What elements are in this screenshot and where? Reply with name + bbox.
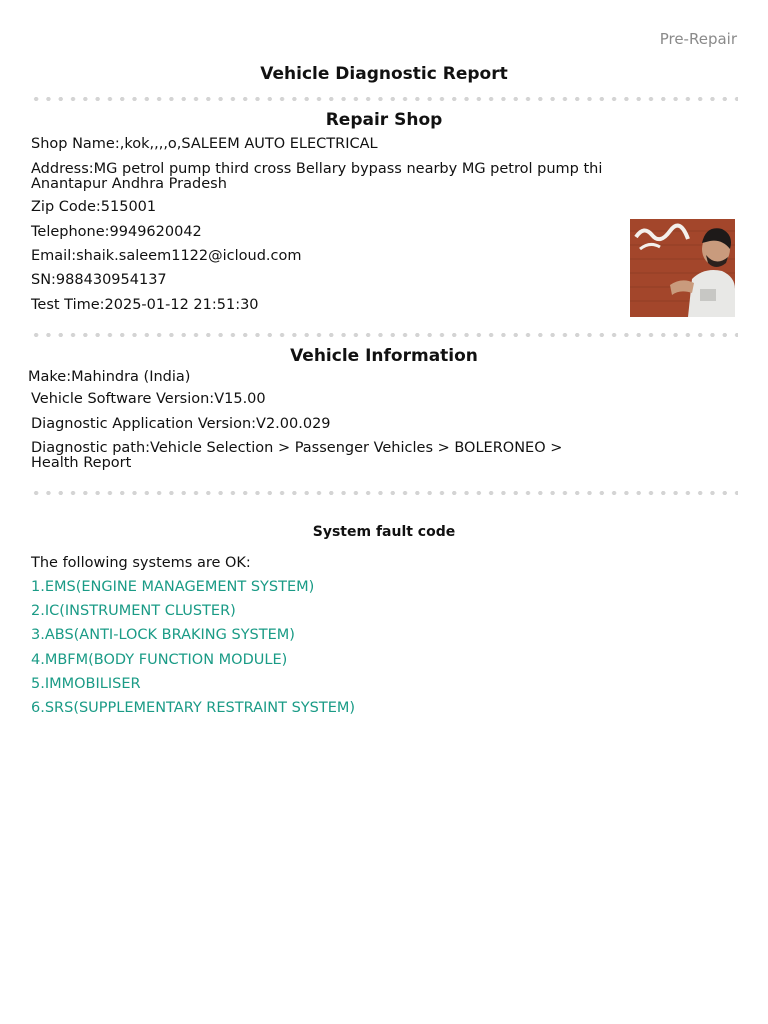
shop-zip-code: Zip Code:515001 — [31, 199, 157, 215]
shop-photo-image — [630, 219, 735, 317]
vehicle-software-version: Vehicle Software Version:V15.00 — [31, 391, 266, 407]
system-fault-code-heading: System fault code — [312, 524, 456, 540]
ok-system-item: 4.MBFM(BODY FUNCTION MODULE) — [31, 652, 288, 668]
ok-system-item: 2.IC(INSTRUMENT CLUSTER) — [31, 603, 236, 619]
divider — [30, 97, 738, 101]
diagnostic-path: Diagnostic path:Vehicle Selection > Passenger Vehicles > BOLERONEO > Health Report — [31, 440, 563, 471]
test-time: Test Time:2025-01-12 21:51:30 — [31, 297, 259, 313]
ok-system-item: 3.ABS(ANTI-LOCK BRAKING SYSTEM) — [31, 627, 295, 643]
ok-system-item: 6.SRS(SUPPLEMENTARY RESTRAINT SYSTEM) — [31, 700, 356, 716]
shop-name: Shop Name:,kok,,,,o,SALEEM AUTO ELECTRICAL — [31, 136, 378, 152]
shop-email: Email:shaik.saleem1122@icloud.com — [31, 248, 302, 264]
diagnostic-app-version: Diagnostic Application Version:V2.00.029 — [31, 416, 331, 432]
shop-address: Address:MG petrol pump third cross Bellary bypass nearby MG petrol pump thi Anantapur Andhra Pradesh — [31, 161, 603, 192]
vehicle-info-heading: Vehicle Information — [290, 346, 478, 366]
divider — [30, 333, 738, 337]
shop-photo — [630, 219, 735, 317]
report-title: Vehicle Diagnostic Report — [260, 64, 508, 84]
vehicle-make: Make:Mahindra (India) — [28, 369, 191, 385]
repair-shop-heading: Repair Shop — [325, 110, 443, 130]
divider — [30, 491, 738, 495]
ok-system-item: 1.EMS(ENGINE MANAGEMENT SYSTEM) — [31, 579, 315, 595]
ok-systems-intro: The following systems are OK: — [31, 555, 251, 571]
report-stage-tag: Pre-Repair — [659, 30, 737, 48]
shop-telephone: Telephone:9949620042 — [31, 224, 202, 240]
ok-system-item: 5.IMMOBILISER — [31, 676, 141, 692]
device-serial-number: SN:988430954137 — [31, 272, 167, 288]
